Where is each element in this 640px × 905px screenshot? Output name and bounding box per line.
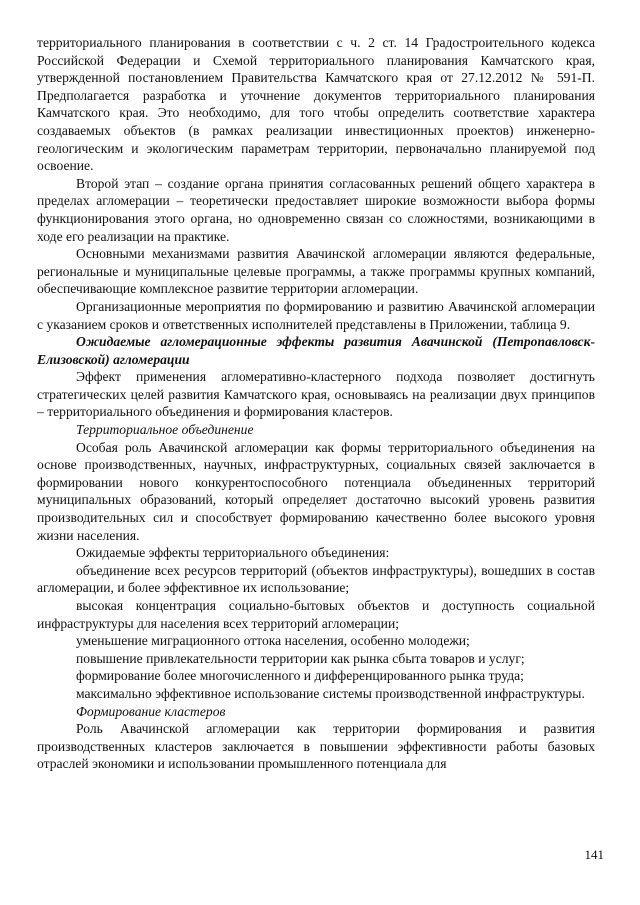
list-item-social-concentration: высокая концентрация социально-бытовых объектов и доступность социальной инфраструктуры для населения всех территорий агломерации; (37, 598, 595, 631)
paragraph-cluster-approach: Эффект применения агломеративно-кластерного подхода позволяет достигнуть стратегических целей развития Камчатского края, основываясь на реализации двух принципов – территориального объединения и формирования кластеров. (37, 369, 595, 420)
list-item-resource-union: объединение всех ресурсов территорий (объектов инфраструктуры), вошедших в состав агломерации, и более эффективное их использование; (37, 562, 595, 596)
section-heading-expected-effects: Ожидаемые агломерационные эффекты развития Авачинской (Петропавловск-Елизовской) агломерации (37, 334, 595, 367)
subheading-territorial-union: Территориальное объединение (76, 422, 254, 438)
page-number: 141 (584, 847, 604, 862)
list-item-migration-decrease: уменьшение миграционного оттока населения, особенно молодежи; (76, 633, 470, 649)
paragraph-second-stage: Второй этап – создание органа принятия согласованных решений общего характера в пределах агломерации – теоретически предоставляет широкие возможности выбора формы функционирования этого органа, но одновременно связан со сложностями, возникающими в ходе его реализации на практике. (37, 175, 595, 244)
paragraph-special-role: Особая роль Авачинской агломерации как формы территориального объединения на основе производственных, научных, инфраструктурных, социальных связей заключается в формировании нового конкурентоспособного потенциала объединенных территорий муниципальных образований, который определяет достаточно высокий уровень развития производительных сил и способствует формированию качественно более высокого уровня жизни населения. (37, 439, 595, 543)
list-item-labor-market: формирование более многочисленного и дифференцированного рынка труда; (76, 668, 524, 684)
list-item-infrastructure-use: максимально эффективное использование системы производственной инфраструктуры. (76, 685, 585, 701)
subheading-cluster-formation: Формирование кластеров (76, 703, 226, 719)
document-page (37, 34, 595, 773)
paragraph-planning-continuation: территориального планирования в соответствии с ч. 2 ст. 14 Градостроительного кодекса Российской Федерации и Схемой территориального планирования Камчатского края, утвержденной постановлением Правительства Камчатского края от 27.12.2012 № 591-П. Предполагается разработка и уточнение документов территориального планирования Камчатского края. Это необходимо, для того чтобы определить соответствие характера создаваемых объектов (в рамках реализации инвестиционных проектов) инженерно-геологическим и экологическим параметрам территории, первоначально планируемой под освоение. (37, 35, 595, 174)
list-item-market-attractiveness: повышение привлекательности территории как рынка сбыта товаров и услуг; (76, 650, 525, 666)
paragraph-cluster-role: Роль Авачинской агломерации как территории формирования и развития производственных кластеров заключается в повышении эффективности работы базовых отраслей экономики и использовании промышленного потенциала для (37, 721, 595, 772)
paragraph-expected-effects-intro: Ожидаемые эффекты территориального объединения: (76, 545, 390, 561)
paragraph-mechanisms: Основными механизмами развития Авачинской агломерации являются федеральные, региональные и муниципальные целевые программы, а также программы крупных компаний, обеспечивающие комплексное развитие территории агломерации. (37, 246, 595, 297)
paragraph-organizational-measures: Организационные мероприятия по формированию и развитию Авачинской агломерации с указанием сроков и ответственных исполнителей представлены в Приложении, таблица 9. (37, 298, 595, 332)
